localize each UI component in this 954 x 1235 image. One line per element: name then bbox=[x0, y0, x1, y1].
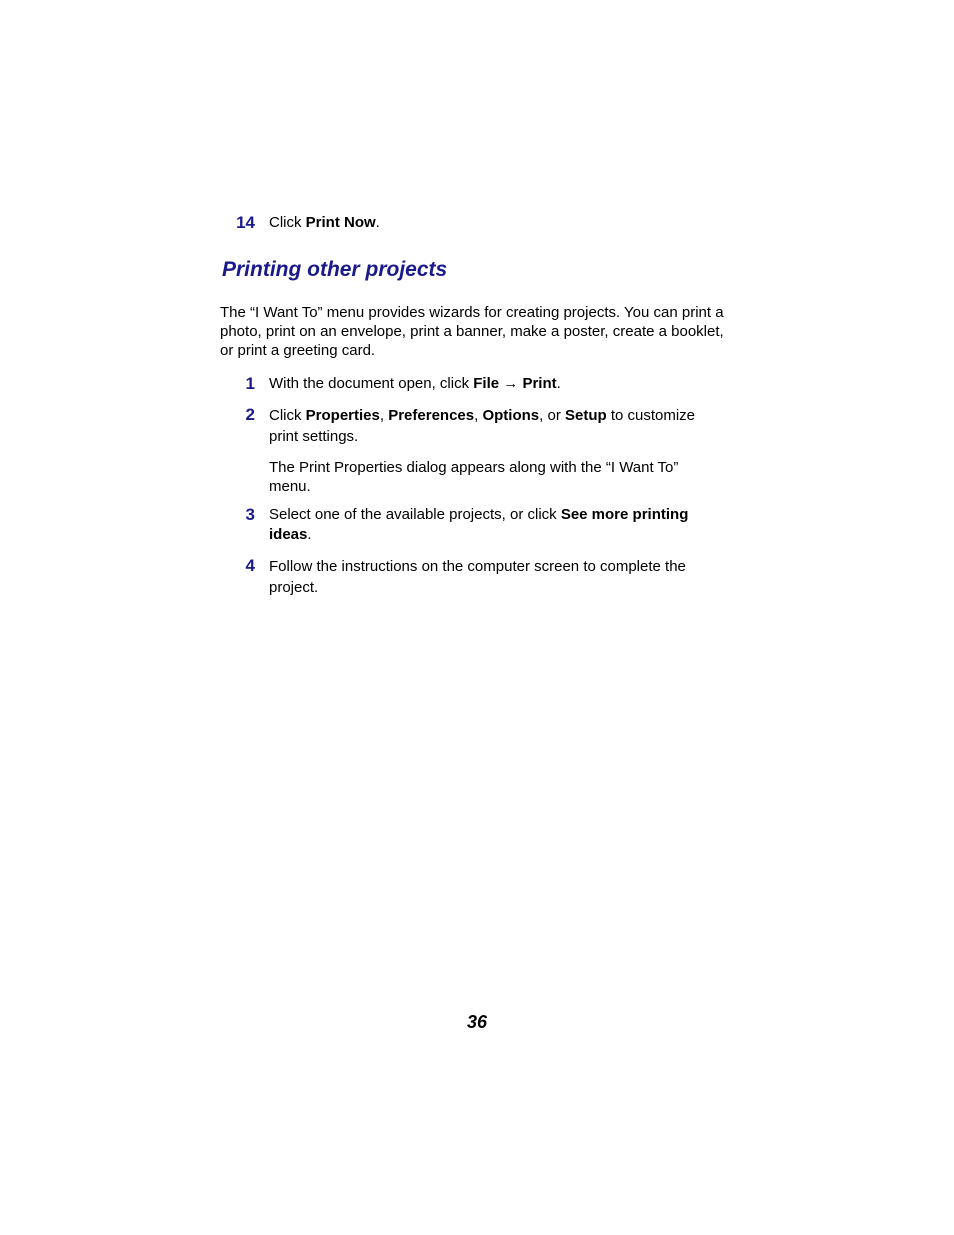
properties-label: Properties bbox=[305, 407, 380, 424]
step-number: 2 bbox=[245, 405, 255, 424]
step-number: 14 bbox=[236, 213, 255, 232]
step-number: 1 bbox=[245, 374, 255, 393]
section-heading: Printing other projects bbox=[222, 258, 448, 281]
intro-paragraph: The “I Want To” menu provides wizards for creating projects. You can print a photo, print on an envelope, print a banner, make a poster, create a booklet, or print a greeting card. bbox=[220, 304, 724, 359]
step-text: Click Print Now. bbox=[269, 214, 380, 231]
print-menu-label: Print bbox=[522, 375, 557, 392]
page-number: 36 bbox=[466, 1012, 488, 1032]
setup-label: Setup bbox=[564, 407, 607, 424]
see-more-ideas-label: See more printing ideas bbox=[269, 506, 689, 543]
step-text: Click Properties, Preferences, Options, or Setup to customize print settings. bbox=[269, 407, 696, 445]
arrow-right-icon: → bbox=[503, 375, 519, 392]
step-text: With the document open, click File → Print. bbox=[269, 375, 561, 392]
step-number: 3 bbox=[245, 505, 255, 524]
step-number: 4 bbox=[245, 556, 255, 575]
step-text: Follow the instructions on the computer screen to complete the project. bbox=[269, 558, 686, 596]
options-label: Options bbox=[482, 407, 540, 424]
preferences-label: Preferences bbox=[388, 407, 475, 424]
print-now-label: Print Now bbox=[305, 214, 376, 231]
file-menu-label: File bbox=[473, 375, 500, 392]
step-text: Select one of the available projects, or click See more printing ideas. bbox=[269, 506, 689, 543]
step-2-note: The Print Properties dialog appears along with the “I Want To” menu. bbox=[269, 459, 679, 495]
